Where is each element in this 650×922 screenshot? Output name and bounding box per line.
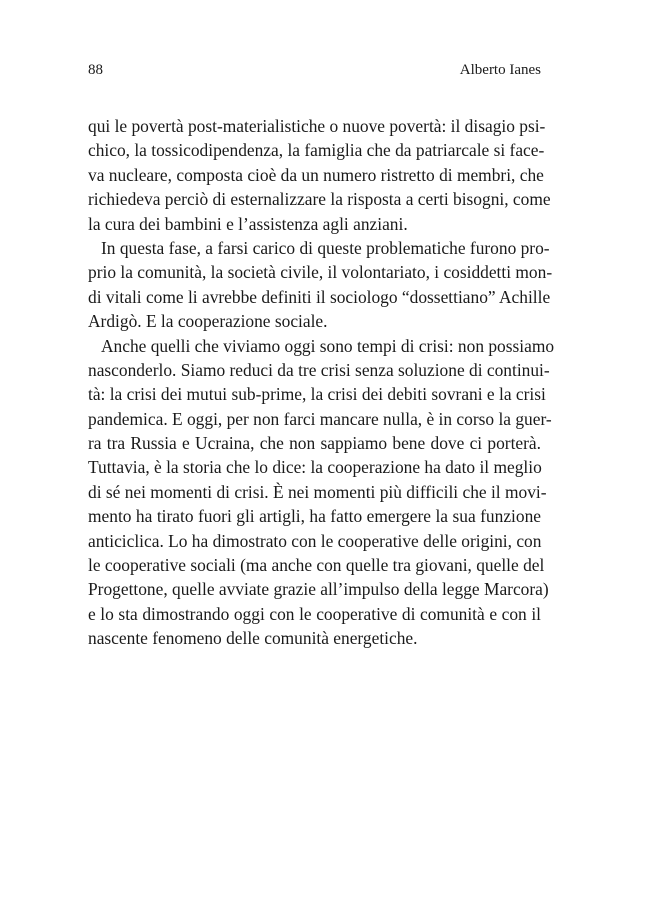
text-line: Progettone, quelle avviate grazie all’impulso della legge Marcora) [88, 579, 549, 600]
body-text [88, 114, 555, 651]
text-line: ra tra Russia e Ucraina, che non sappiamo bene dove ci porterà. [88, 433, 541, 454]
text-line: Tuttavia, è la storia che lo dice: la cooperazione ha dato il meglio [88, 457, 542, 478]
text-line: prio la comunità, la società civile, il volontariato, i cosiddetti mon- [88, 262, 553, 283]
text-line: anticiclica. Lo ha dimostrato con le cooperative delle origini, con [88, 530, 542, 551]
text-line: va nucleare, composta cioè da un numero ristretto di membri, che [88, 164, 544, 185]
running-head-author: Alberto Ianes [459, 62, 541, 78]
text-line: di sé nei momenti di crisi. È nei momenti più difficili che il movi- [88, 481, 547, 502]
text-line: tà: la crisi dei mutui sub-prime, la crisi dei debiti sovrani e la crisi [88, 384, 546, 405]
text-line: mento ha tirato fuori gli artigli, ha fatto emergere la sua funzione [88, 506, 541, 527]
text-line: la cura dei bambini e l’assistenza agli anziani. [88, 213, 408, 234]
page-number: 88 [88, 62, 103, 78]
text-line: Anche quelli che viviamo oggi sono tempi di crisi: non possiamo [101, 335, 555, 356]
text-line: le cooperative sociali (ma anche con quelle tra giovani, quelle del [88, 555, 545, 576]
text-line: In questa fase, a farsi carico di queste problematiche furono pro- [101, 237, 550, 258]
text-line: nascente fenomeno delle comunità energetiche. [88, 628, 418, 649]
text-line: di vitali come li avrebbe definiti il sociologo “dossettiano” Achille [88, 286, 551, 307]
page-header [88, 62, 541, 82]
text-line: e lo sta dimostrando oggi con le cooperative di comunità e con il [88, 603, 541, 624]
text-line: richiedeva perciò di esternalizzare la risposta a certi bisogni, come [88, 189, 551, 210]
text-line: nasconderlo. Siamo reduci da tre crisi senza soluzione di continui- [88, 359, 550, 380]
text-line: pandemica. E oggi, per non farci mancare nulla, è in corso la guer- [88, 408, 552, 429]
text-line: chico, la tossicodipendenza, la famiglia che da patriarcale si face- [88, 140, 545, 161]
text-line: Ardigò. E la cooperazione sociale. [88, 311, 328, 332]
text-line: qui le povertà post-materialistiche o nuove povertà: il disagio psi- [88, 116, 546, 136]
